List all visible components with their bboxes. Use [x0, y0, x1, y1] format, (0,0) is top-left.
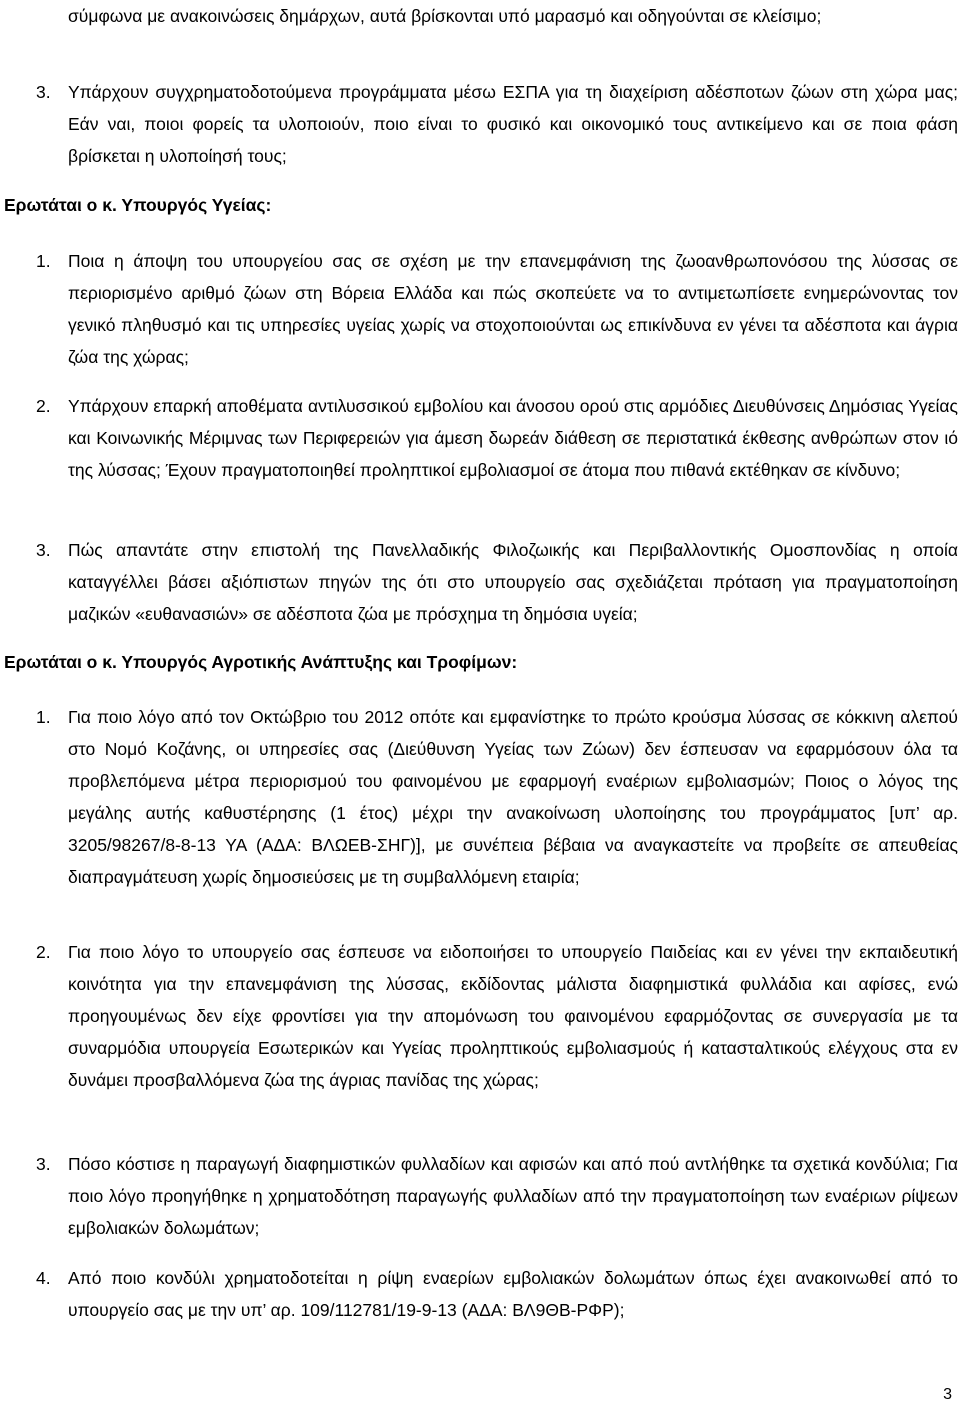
list-text: Πώς απαντάτε στην επιστολή της Πανελλαδικής Φιλοζωικής και Περιβαλλοντικής Ομοσπονδίας η οποία καταγγέλλει βάσει αξιόπιστων πηγών της ότι στο υπουργείο σας σχεδιάζεται πρόταση για πραγματοποίηση μαζικών «ευθανασιών» σε αδέσποτα ζώα με πρόσχημα τη δημόσια υγεία;: [68, 540, 958, 624]
list-text: Για ποιο λόγο από τον Οκτώβριο του 2012 οπότε και εμφανίστηκε το πρώτο κρούσμα λύσσας σε κόκκινη αλεπού στο Νομό Κοζάνης, οι υπηρεσίες σας (Διεύθυνση Υγείας των Ζώων) δεν έσπευσαν να εφαρμόσουν όλα τα προβλεπόμενα μέτρα περιορισμού του φαινομένου με εφαρμογή εναέριων εμβολιασμών; Ποιος ο λόγος της μεγάλης αυτής καθυστέρησης (1 έτος) μέχρι την ανακοίνωση υλοποίησης του προγράμματος [υπ’ αρ. 3205/98267/8-8-13 ΥΑ (ΑΔΑ: ΒΛΩΕΒ-ΣΗΓ)], με συνέπεια βέβαια να αναγκαστείτε να προβείτε σε απευθείας διαπραγμάτευση χωρίς δημοσιεύσεις με τη συμβαλλόμενη εταιρία;: [68, 707, 958, 887]
list-number: 1.: [36, 707, 51, 727]
list-number: 3.: [36, 82, 51, 102]
list-number: 3.: [36, 1154, 51, 1174]
list-number: 1.: [36, 251, 51, 271]
list-number: 4.: [36, 1268, 51, 1288]
list-text: Για ποιο λόγο το υπουργείο σας έσπευσε να ειδοποιήσει το υπουργείο Παιδείας και εν γένει την εκπαιδευτική κοινότητα για την επανεμφάνιση της λύσσας, εκδίδοντας μάλιστα διαφημιστικά φυλλάδια και αφίσες, ενώ προηγουμένως δεν είχε φροντίσει για την απομόνωση του φαινομένου εφαρμόζοντας σε συνεργασία με τα συναρμόδια υπουργεία Εσωτερικών και Υγείας προληπτικούς εμβολιασμούς ή κατασταλτικούς ελέγχους στα εν δυνάμει προσβαλλόμενα ζώα της άγριας πανίδας της χώρας;: [68, 942, 958, 1090]
list-number: 3.: [36, 540, 51, 560]
health-minister-heading: Ερωτάται ο κ. Υπουργός Υγείας:: [4, 195, 272, 215]
list-text: Από ποιο κονδύλι χρηματοδοτείται η ρίψη εναερίων εμβολιακών δολωμάτων όπως έχει ανακοινωθεί από το υπουργείο σας με την υπ’ αρ. 109/112781/19-9-13 (ΑΔΑ: ΒΛ9ΘΒ-ΡΦΡ);: [68, 1268, 958, 1320]
page-number: 3: [943, 1386, 952, 1403]
intro-continuation: σύμφωνα με ανακοινώσεις δημάρχων, αυτά βρίσκονται υπό μαρασμό και οδηγούνται σε κλείσιμο;: [68, 6, 822, 26]
list-number: 2.: [36, 396, 51, 416]
agriculture-minister-heading: Ερωτάται ο κ. Υπουργός Αγροτικής Ανάπτυξης και Τροφίμων:: [4, 652, 518, 672]
list-text: Υπάρχουν επαρκή αποθέματα αντιλυσσικού εμβολίου και άνοσου ορού στις αρμόδιες Διευθύνσεις Δημόσιας Υγείας και Κοινωνικής Μέριμνας των Περιφερειών για άμεση δωρεάν διάθεση σε περιστατικά έκθεσης ανθρώπων στον ιό της λύσσας; Έχουν πραγματοποιηθεί προληπτικοί εμβολιασμοί σε άτομα που πιθανά εκτέθηκαν σε κίνδυνο;: [68, 396, 958, 480]
list-text: Υπάρχουν συγχρηματοδοτούμενα προγράμματα μέσω ΕΣΠΑ για τη διαχείριση αδέσποτων ζώων στη χώρα μας; Εάν ναι, ποιοι φορείς τα υλοποιούν, ποιο είναι το φυσικό και οικονομικό τους αντικείμενο και σε ποια φάση βρίσκεται η υλοποίησή τους;: [68, 82, 958, 166]
list-text: Ποια η άποψη του υπουργείου σας σε σχέση με την επανεμφάνιση της ζωοανθρωπονόσου της λύσσας σε περιορισμένο αριθμό ζώων στη Βόρεια Ελλάδα και πώς σκοπεύετε να το αντιμετωπίσετε ενημερώνοντας τον γενικό πληθυσμό και τις υπηρεσίες υγείας χωρίς να στοχοποιούνται ως επικίνδυνα εν γένει τα αδέσποτα και άγρια ζώα της χώρας;: [68, 251, 958, 367]
list-text: Πόσο κόστισε η παραγωγή διαφημιστικών φυλλαδίων και αφισών και από πού αντλήθηκε τα σχετικά κονδύλια; Για ποιο λόγο προηγήθηκε η χρηματοδότηση παραγωγής φυλλαδίων από την πραγματοποίηση των εναέριων ρίψεων εμβολιακών δολωμάτων;: [68, 1154, 958, 1238]
list-number: 2.: [36, 942, 51, 962]
